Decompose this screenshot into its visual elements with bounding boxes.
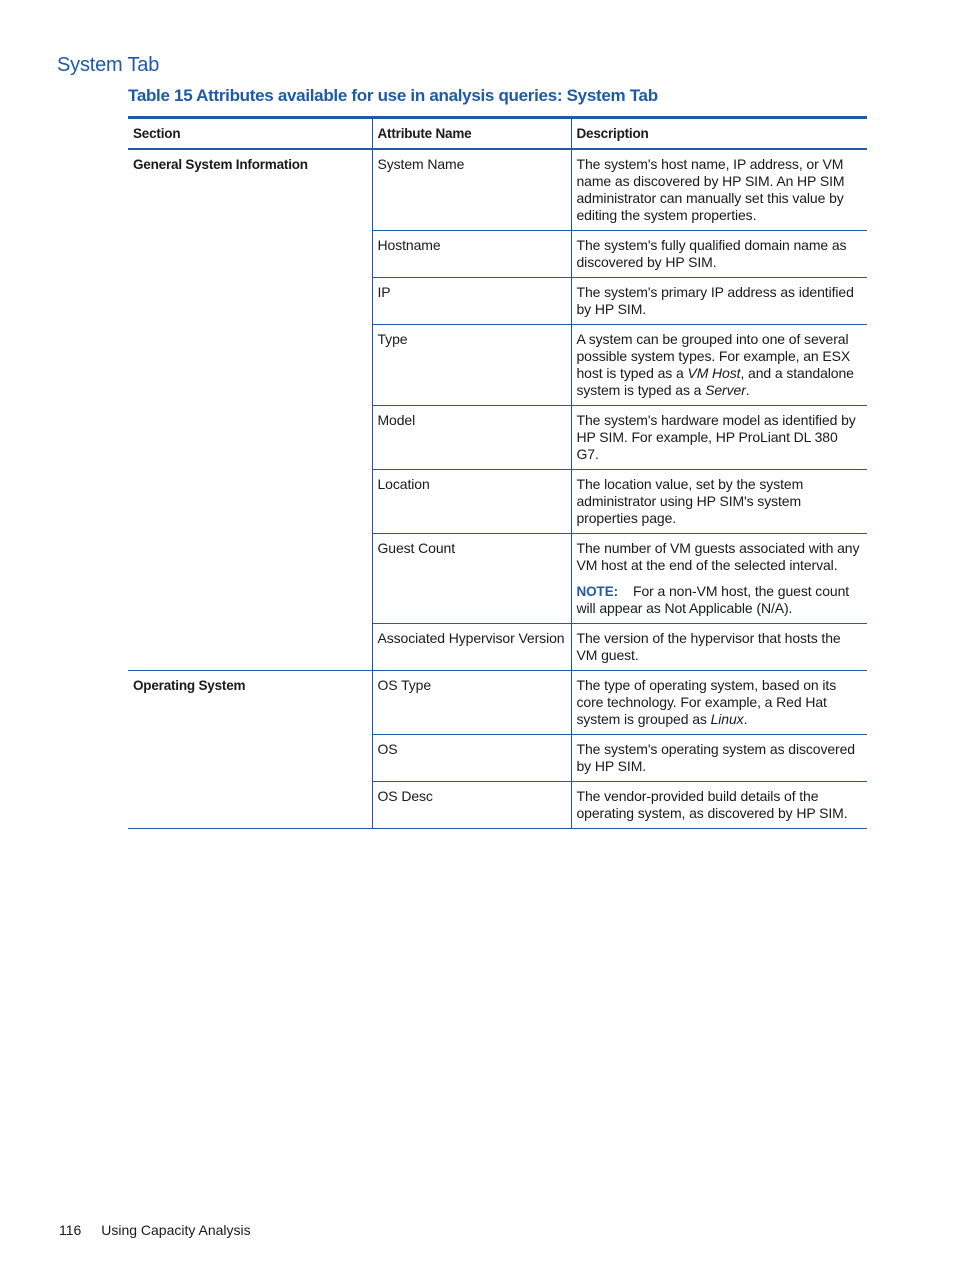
description-text: , and a standalone system is typed as a [576, 365, 854, 398]
attribute-cell: Associated Hypervisor Version [372, 624, 571, 671]
section-cell [128, 231, 372, 278]
chapter-title: Using Capacity Analysis [101, 1222, 251, 1238]
description-cell [571, 534, 867, 624]
note-label: NOTE: [576, 584, 618, 599]
description-cell: The system's operating system as discovered by HP SIM. [571, 735, 867, 782]
table-row [128, 470, 867, 534]
attributes-table [128, 116, 867, 829]
section-cell [128, 470, 372, 534]
description-text: A system can be grouped into one of several possible system types. For example, an ESX host is typed as a [576, 331, 851, 381]
table-row [128, 325, 867, 406]
table-header-row [128, 118, 867, 150]
section-cell [128, 534, 372, 624]
description-cell: The system's host name, IP address, or VM name as discovered by HP SIM. An HP SIM administrator can manually set this value by editing the system properties. [571, 149, 867, 231]
attribute-cell: Guest Count [372, 534, 571, 624]
table-row [128, 671, 867, 735]
attribute-cell: OS Type [372, 671, 571, 735]
description-emphasis: VM Host [687, 365, 741, 381]
section-cell [128, 406, 372, 470]
description-cell: The location value, set by the system administrator using HP SIM's system properties page. [571, 470, 867, 534]
section-cell [128, 782, 372, 829]
section-cell [128, 278, 372, 325]
page-number: 116 [59, 1222, 82, 1238]
table-row [128, 406, 867, 470]
attribute-cell: Hostname [372, 231, 571, 278]
description-cell: The system's hardware model as identified by HP SIM. For example, HP ProLiant DL 380 G7. [571, 406, 867, 470]
description-text: . [745, 382, 750, 398]
table-row [128, 624, 867, 671]
section-cell: Operating System [133, 678, 246, 693]
note [577, 583, 864, 617]
attribute-cell: System Name [372, 149, 571, 231]
note-text: For a non-VM host, the guest count will appear as Not Applicable (N/A). [576, 583, 850, 616]
attribute-cell: IP [372, 278, 571, 325]
table-row [128, 278, 867, 325]
page-footer [59, 1222, 251, 1238]
description-cell: The vendor-provided build details of the operating system, as discovered by HP SIM. [571, 782, 867, 829]
description-cell: The system's primary IP address as identified by HP SIM. [571, 278, 867, 325]
description-cell [571, 325, 867, 406]
attribute-cell: Type [372, 325, 571, 406]
column-header-attribute-name: Attribute Name [372, 118, 571, 150]
description-text: . [743, 711, 748, 727]
description-emphasis: Linux [710, 711, 744, 727]
table-row [128, 149, 867, 231]
column-header-section: Section [133, 126, 181, 141]
description-emphasis: Server [705, 382, 746, 398]
table-caption: Table 15 Attributes available for use in analysis queries: System Tab [128, 86, 658, 105]
section-heading: System Tab [57, 54, 160, 76]
attribute-cell: Model [372, 406, 571, 470]
table-row [128, 534, 867, 624]
section-cell [128, 325, 372, 406]
description-cell: The system's fully qualified domain name as discovered by HP SIM. [571, 231, 867, 278]
description-cell [571, 671, 867, 735]
table-row [128, 735, 867, 782]
attribute-cell: OS Desc [372, 782, 571, 829]
description-cell: The version of the hypervisor that hosts the VM guest. [571, 624, 867, 671]
attribute-cell: OS [372, 735, 571, 782]
description-text: The type of operating system, based on its core technology. For example, a Red Hat system is grouped as [576, 677, 837, 727]
section-cell [128, 735, 372, 782]
section-cell: General System Information [133, 157, 308, 172]
description-text: The number of VM guests associated with any VM host at the end of the selected interval. [576, 540, 860, 573]
table-row [128, 782, 867, 829]
column-header-description: Description [571, 118, 867, 150]
table-row [128, 231, 867, 278]
section-cell [128, 624, 372, 671]
attribute-cell: Location [372, 470, 571, 534]
